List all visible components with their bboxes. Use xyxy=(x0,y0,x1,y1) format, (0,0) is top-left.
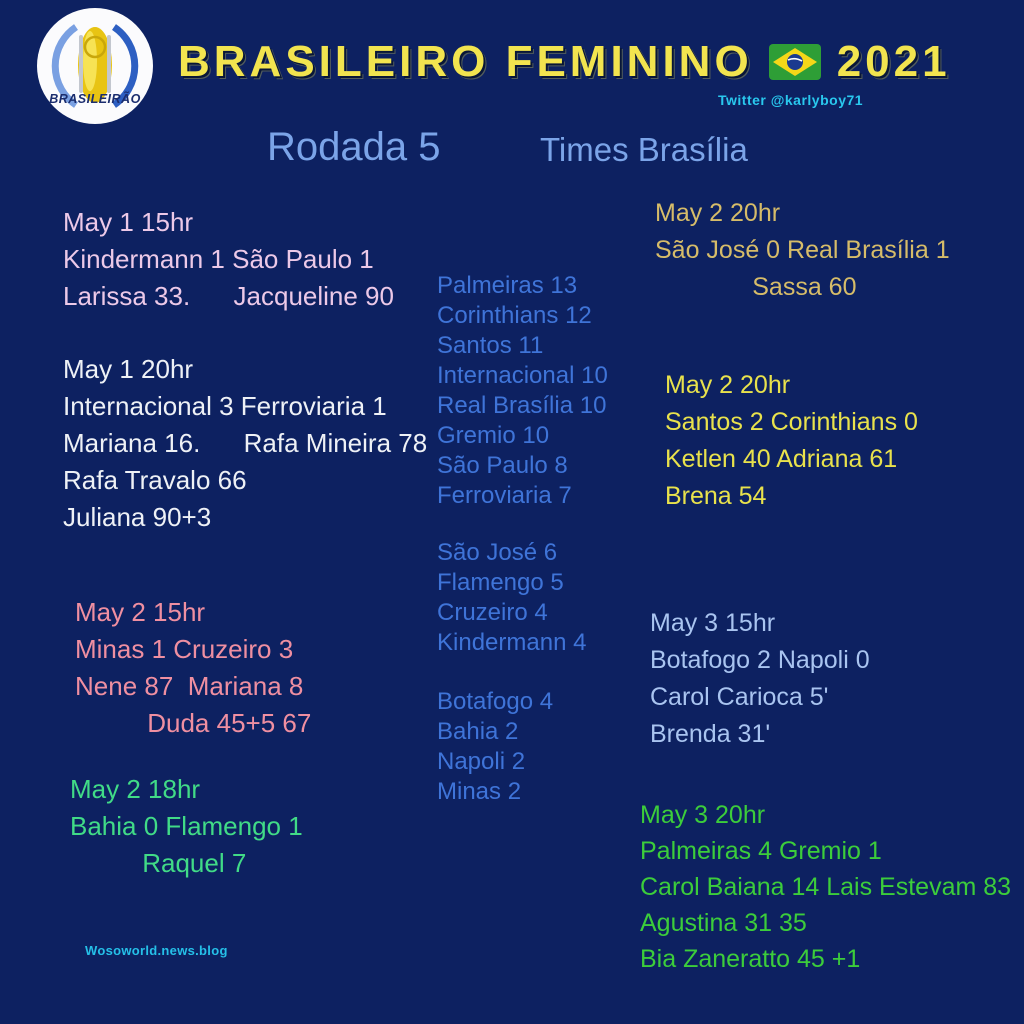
standings-line: Palmeiras 13 xyxy=(437,272,578,299)
match-line: Internacional 3 Ferroviaria 1 xyxy=(63,391,387,421)
title-year: 2021 xyxy=(836,37,951,86)
standings-line: São Paulo 8 xyxy=(437,452,568,479)
match-line: May 2 15hr xyxy=(75,597,206,627)
logo-trophy-highlight xyxy=(83,31,97,91)
standings-line: Corinthians 12 xyxy=(437,302,592,329)
match-line: May 1 20hr xyxy=(63,354,194,384)
page-title xyxy=(178,26,951,98)
match-line: Juliana 90+3 xyxy=(63,502,212,532)
match-line: Bahia 0 Flamengo 1 xyxy=(70,811,303,841)
match-line: Brena 54 xyxy=(665,482,767,510)
brazil-flag-icon xyxy=(769,44,821,80)
match-line: Mariana 16. Rafa Mineira 78 xyxy=(63,428,428,458)
match-line: Rafa Travalo 66 xyxy=(63,465,247,495)
match-line: Raquel 7 xyxy=(70,848,247,878)
standings-group-top xyxy=(437,271,608,511)
match-line: May 3 20hr xyxy=(640,801,766,829)
standings-line: Flamengo 5 xyxy=(437,569,564,596)
standings-line: Internacional 10 xyxy=(437,362,608,389)
match-line: Carol Baiana 14 Lais Estevam 83 xyxy=(640,873,1012,901)
match-line: May 3 15hr xyxy=(650,609,776,637)
standings-line: Napoli 2 xyxy=(437,748,526,775)
match-line: Brenda 31' xyxy=(650,720,771,748)
standings-line: Santos 11 xyxy=(437,332,544,359)
standings-line: Ferroviaria 7 xyxy=(437,482,572,509)
standings-line: Kindermann 4 xyxy=(437,629,587,656)
title-text: BRASILEIRO FEMININO xyxy=(178,37,753,86)
match-line: May 2 20hr xyxy=(655,199,781,227)
match-line: Kindermann 1 São Paulo 1 xyxy=(63,244,374,274)
standings-line: Minas 2 xyxy=(437,778,522,805)
match-line: Minas 1 Cruzeiro 3 xyxy=(75,634,294,664)
match-line: Bia Zaneratto 45 +1 xyxy=(640,945,861,973)
match-line: May 2 20hr xyxy=(665,371,791,399)
standings-group-middle xyxy=(437,538,586,658)
match-line: Botafogo 2 Napoli 0 xyxy=(650,646,870,674)
match-line: Carol Carioca 5' xyxy=(650,683,829,711)
match-line: São José 0 Real Brasília 1 xyxy=(655,236,950,264)
standings-heading: Times Brasília xyxy=(540,131,748,168)
match-line: Palmeiras 4 Gremio 1 xyxy=(640,837,882,865)
standings-line: Botafogo 4 xyxy=(437,688,554,715)
match-block-santos-corinthians xyxy=(665,367,918,515)
standings-line: Bahia 2 xyxy=(437,718,519,745)
match-block-minas-cruzeiro xyxy=(75,594,311,742)
match-line: May 1 15hr xyxy=(63,207,194,237)
logo-pillar-right xyxy=(107,35,111,93)
match-block-kindermann-saopaulo xyxy=(63,204,394,315)
standings-line: Cruzeiro 4 xyxy=(437,599,548,626)
standings-line: Gremio 10 xyxy=(437,422,550,449)
match-line: May 2 18hr xyxy=(70,774,201,804)
match-line: Nene 87 Mariana 8 xyxy=(75,671,304,701)
match-line: Ketlen 40 Adriana 61 xyxy=(665,445,898,473)
match-line: Duda 45+5 67 xyxy=(75,708,312,738)
match-block-bahia-flamengo xyxy=(70,771,303,882)
match-block-internacional-ferroviaria xyxy=(63,351,427,536)
standings-line: São José 6 xyxy=(437,539,558,566)
watermark: Wosoworld.news.blog xyxy=(85,943,228,958)
standings-group-bottom xyxy=(437,687,553,807)
match-line: Agustina 31 35 xyxy=(640,909,807,937)
match-block-saojose-realbrasilia xyxy=(655,195,950,306)
logo-pillar-left xyxy=(79,35,83,93)
match-line: Larissa 33. Jacqueline 90 xyxy=(63,281,394,311)
match-line: Santos 2 Corinthians 0 xyxy=(665,408,918,436)
logo-wordmark: BRASILEIRÃO xyxy=(49,92,141,106)
standings-line: Real Brasília 10 xyxy=(437,392,607,419)
brasileirao-league-logo xyxy=(36,7,154,125)
match-block-botafogo-napoli xyxy=(650,605,870,753)
match-block-palmeiras-gremio xyxy=(640,797,1011,977)
match-line: Sassa 60 xyxy=(655,273,857,301)
twitter-handle: Twitter @karlyboy71 xyxy=(718,92,864,108)
round-heading: Rodada 5 xyxy=(267,125,441,169)
